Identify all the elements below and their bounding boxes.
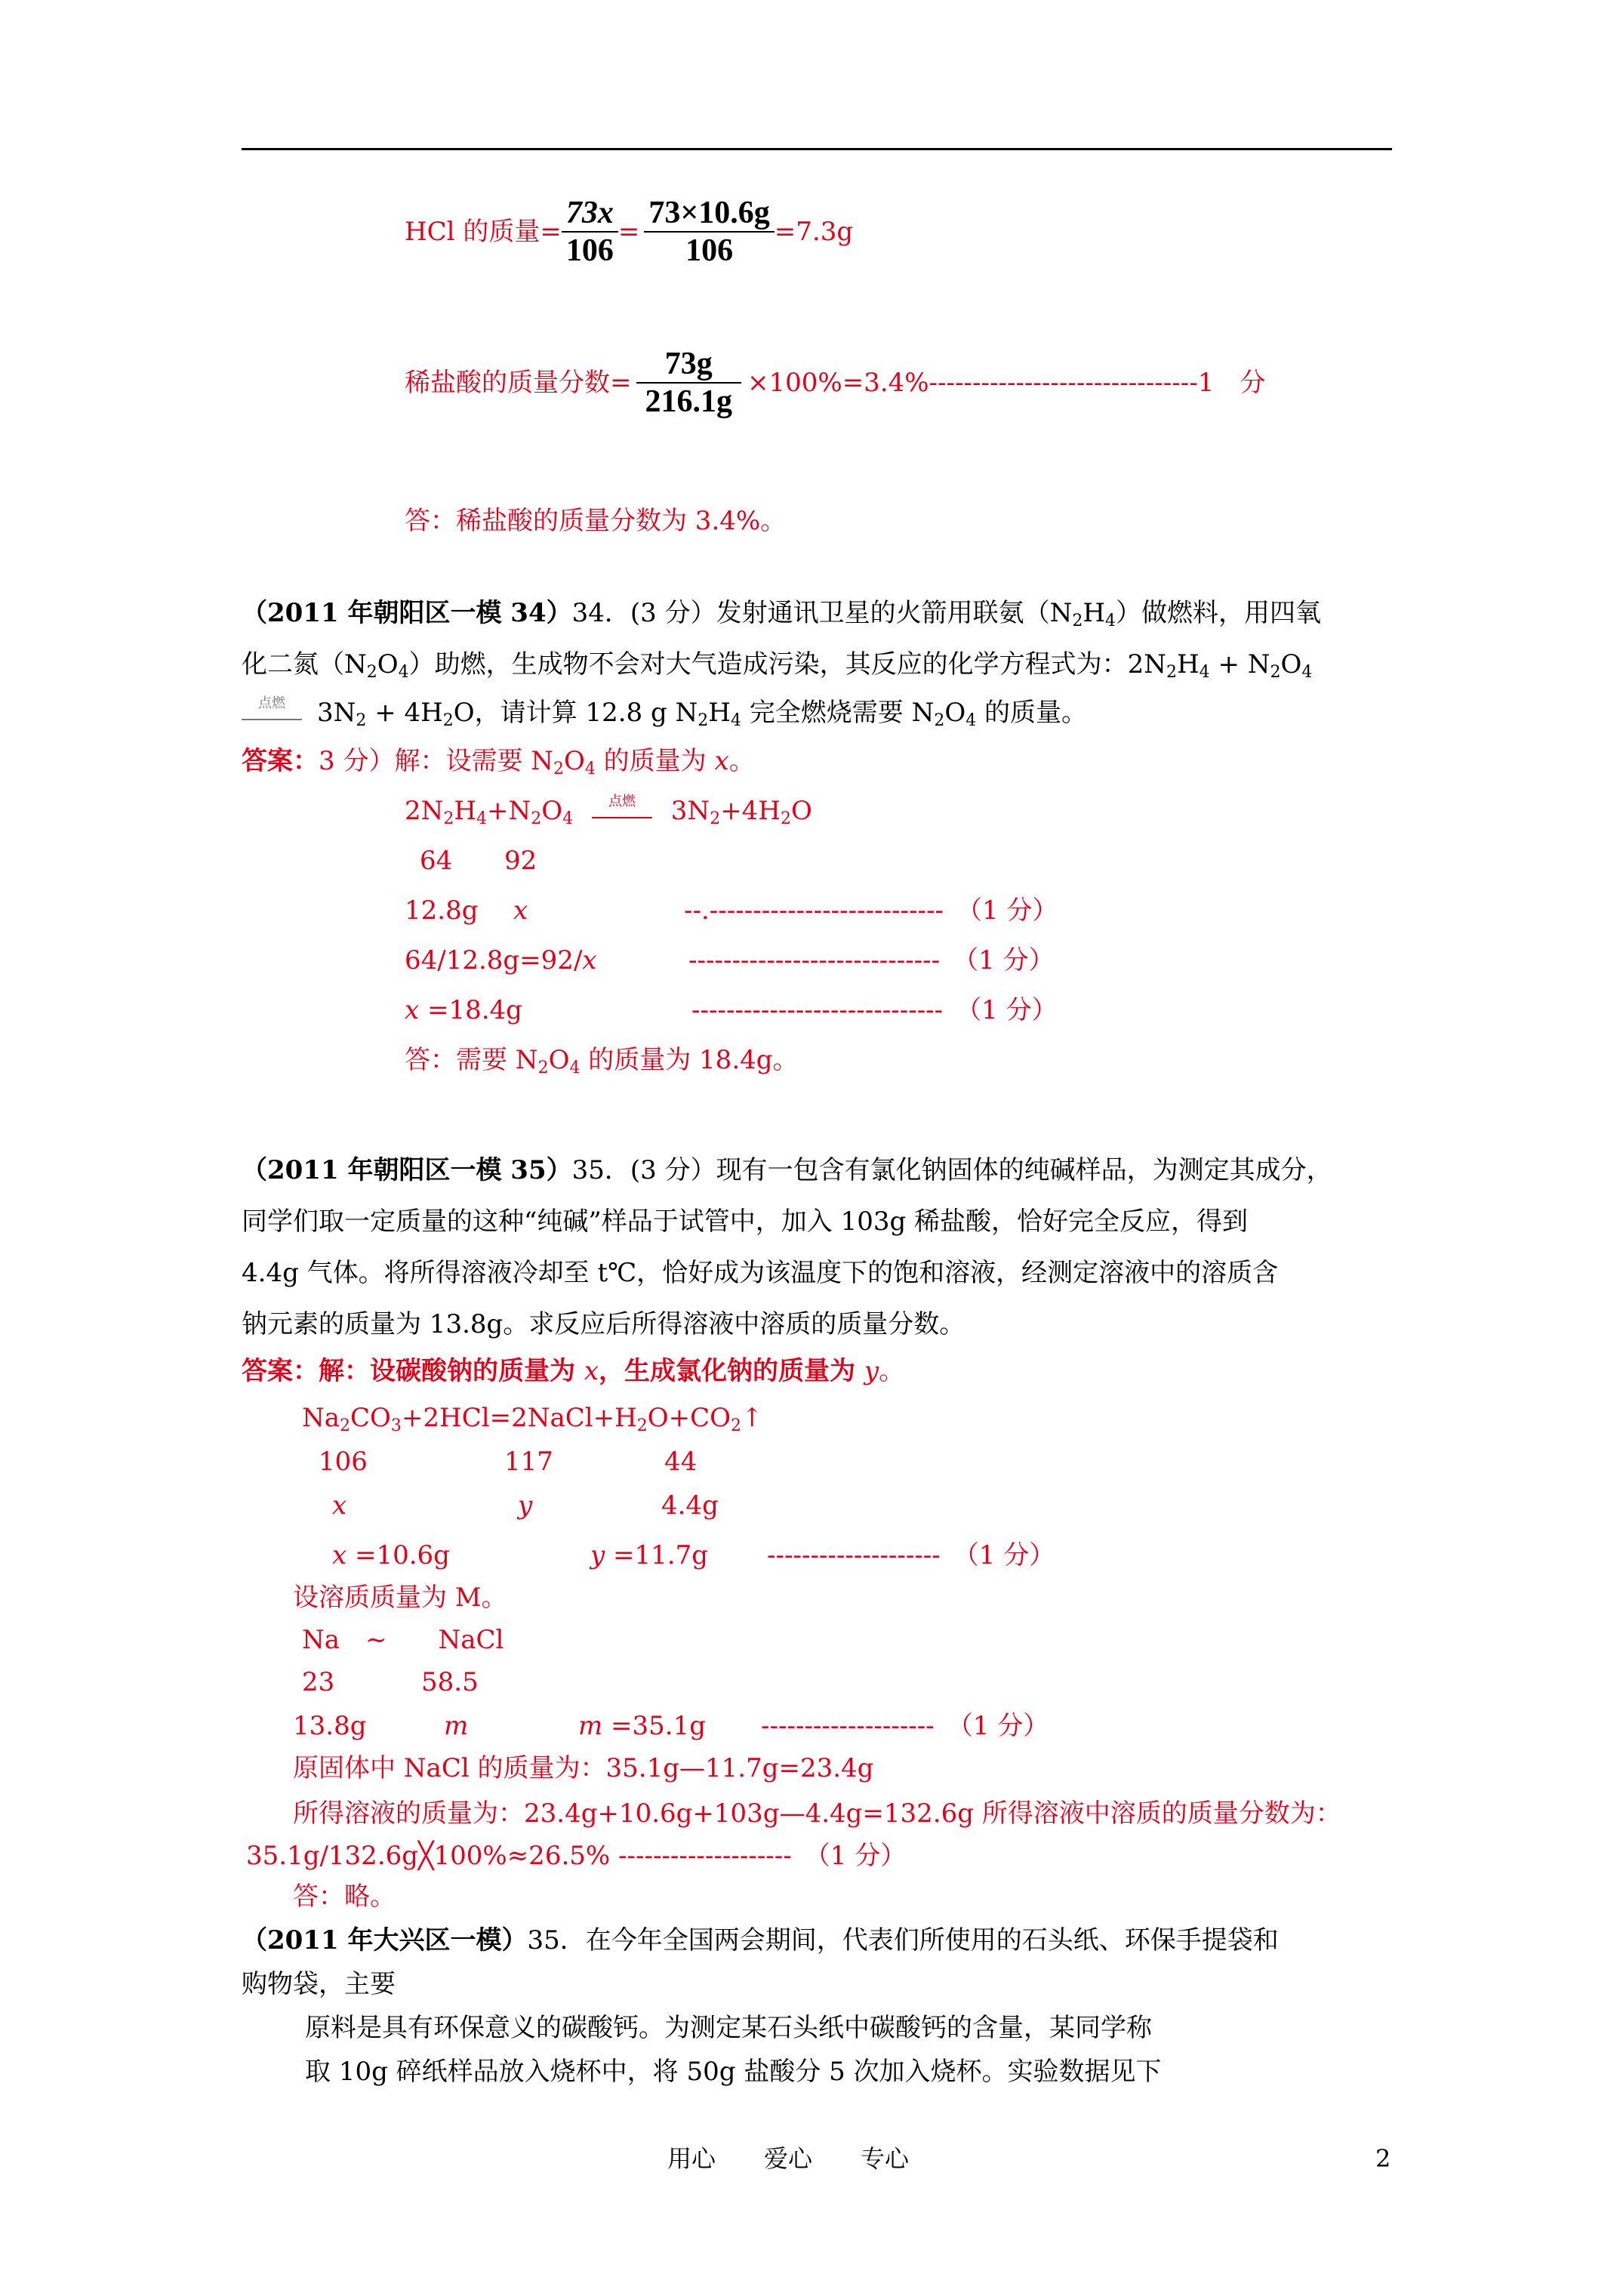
a34-row1c: --.--------------------------- （1 分）: [684, 895, 1058, 926]
hcl-fraction-formula: 稀盐酸的质量分数= $\frac{73g}{216.1g}$ ×100%=3.4%-------------------------------1 分: [405, 347, 1266, 419]
a35-v2: y: [518, 1490, 533, 1521]
q35b-line3: 原料是具有环保意义的碳酸钙。为测定某石头纸中碳酸钙的含量，某同学称: [305, 2013, 1152, 2043]
q35-line4: 钠元素的质量为 13.8g。求反应后所得溶液中溶质的质量分数。: [242, 1309, 965, 1339]
a34-row3c: ----------------------------- （1 分）: [691, 995, 1058, 1025]
header-rule: [242, 148, 1392, 150]
q34-line2: 化二氮$(N_2O_4)$助燃，生成物不会对大气造成污染，其反应的化学方程式为：$2N_2H_4 + N_2O_4$: [242, 649, 1313, 682]
hcl-mass-formula: HCl 的质量= $\frac{73x}{106}$ = $\frac{73\times 10.6g}{106}$ =7.3g: [405, 196, 854, 268]
a34-m1: 64: [420, 846, 453, 876]
fraction-73x10.6-106: $\frac{73\times 10.6g}{106}$: [644, 198, 774, 266]
q35b-line4: 取 10g 碎纸样品放入烧杯中，将 50g 盐酸分 5 次加入烧杯。实验数据见下: [305, 2057, 1162, 2087]
a35-line1: 原固体中 NaCl 的质量为：35.1g—11.7g=23.4g: [293, 1753, 874, 1783]
a35-set-m: 设溶质质量为 M。: [293, 1583, 507, 1613]
a35-m2: 117: [504, 1447, 553, 1477]
q35-line2: 同学们取一定质量的这种“纯碱”样品于试管中，加入 103g 稀盐酸，恰好完全反应，得到: [242, 1207, 1249, 1237]
a34-equation: $2N_2H_4+N_2O_4$ 点燃 $3N_2+4H_2O$: [405, 794, 812, 828]
a34-row1b: x: [513, 895, 528, 926]
q35b-line1: （2011 年大兴区一模）35．在今年全国两会期间，代表们所使用的石头纸、环保手提袋和: [242, 1925, 1279, 1955]
a34-row2a: 64/12.8g=92/x: [405, 945, 597, 975]
a35-line3: 35.1g/132.6g╳100%≈26.5% -------------------- （1 分）: [246, 1841, 907, 1871]
a35-solve-score: -------------------- （1 分）: [767, 1540, 1055, 1570]
fraction-73x-106: $\frac{73x}{106}$: [562, 198, 618, 266]
a35-n2: 58.5: [421, 1667, 479, 1697]
a35-r1c: m =35.1g: [578, 1711, 707, 1741]
a34-answer: 答：需要 $N_2O_4$ 的质量为 18.4g。: [405, 1045, 799, 1077]
a35-r1b: m: [444, 1711, 469, 1741]
hcl-label: HCl 的质量=: [405, 217, 562, 247]
a35-equation: $Na_2CO_3+2HCl=2NaCl+H_2O+CO_2↑$: [302, 1403, 763, 1435]
a34-head: 答案：3 分）解：设需要 $N_2O_4$ 的质量为 x。: [242, 746, 755, 778]
a34-m2: 92: [504, 846, 537, 876]
reaction-arrow: 点燃: [592, 797, 652, 827]
a35-r1e: -------------------- （1 分）: [761, 1711, 1049, 1741]
a34-row3a: x =18.4g: [405, 995, 522, 1025]
q35-line3: 4.4g 气体。将所得溶液冷却至 t℃，恰好成为该温度下的饱和溶液，经测定溶液中的溶质含: [242, 1258, 1279, 1288]
a35-line4: 答：略。: [293, 1881, 396, 1912]
a35-m1: 106: [319, 1447, 368, 1477]
a35-solve-y: y =11.7g: [590, 1540, 708, 1570]
q34-line3: 点燃 $3N_2 + 4H_2O$，请计算 12.8 g $N_2H_4$ 完全燃烧需要 $N_2O_4$ 的质量。: [242, 698, 1087, 729]
answer-3.4: 答：稀盐酸的质量分数为 3.4%。: [405, 506, 787, 536]
page-number: 2: [1375, 2144, 1391, 2173]
a34-row2c: ----------------------------- （1 分）: [688, 945, 1055, 975]
a35-na-nacl: Na ~ NaCl: [302, 1625, 504, 1655]
a35-n1: 23: [302, 1667, 335, 1697]
a35-r1a: 13.8g: [293, 1711, 367, 1741]
q35-line1: （2011 年朝阳区一模 35）35．(3 分）现有一包含有氯化钠固体的纯碱样品，为测定其成分，: [242, 1155, 1332, 1185]
a35-v1: x: [332, 1490, 347, 1521]
a35-line2: 所得溶液的质量为：23.4g+10.6g+103g—4.4g=132.6g 所得溶液中溶质的质量分数为：: [293, 1798, 1341, 1829]
footer-slogan: 用心 爱心 专心: [667, 2144, 910, 2173]
q35b-line2: 购物袋，主要: [242, 1969, 396, 1999]
a35-m3: 44: [664, 1447, 698, 1477]
a35-head: 答案：解：设碳酸钠的质量为 x，生成氯化钠的质量为 y。: [242, 1356, 905, 1386]
q34-line1: （2011 年朝阳区一模 34）34．(3 分）发射通讯卫星的火箭用联氨$(N_2H_4)$做燃料，用四氧: [242, 598, 1321, 630]
a34-row1a: 12.8g: [405, 895, 479, 926]
a35-solve-x: x =10.6g: [332, 1540, 450, 1570]
reaction-arrow: 点燃: [242, 699, 302, 729]
fraction-73g-216.1g: $\frac{73g}{216.1g}$: [636, 349, 742, 417]
a35-v3: 4.4g: [661, 1490, 719, 1521]
